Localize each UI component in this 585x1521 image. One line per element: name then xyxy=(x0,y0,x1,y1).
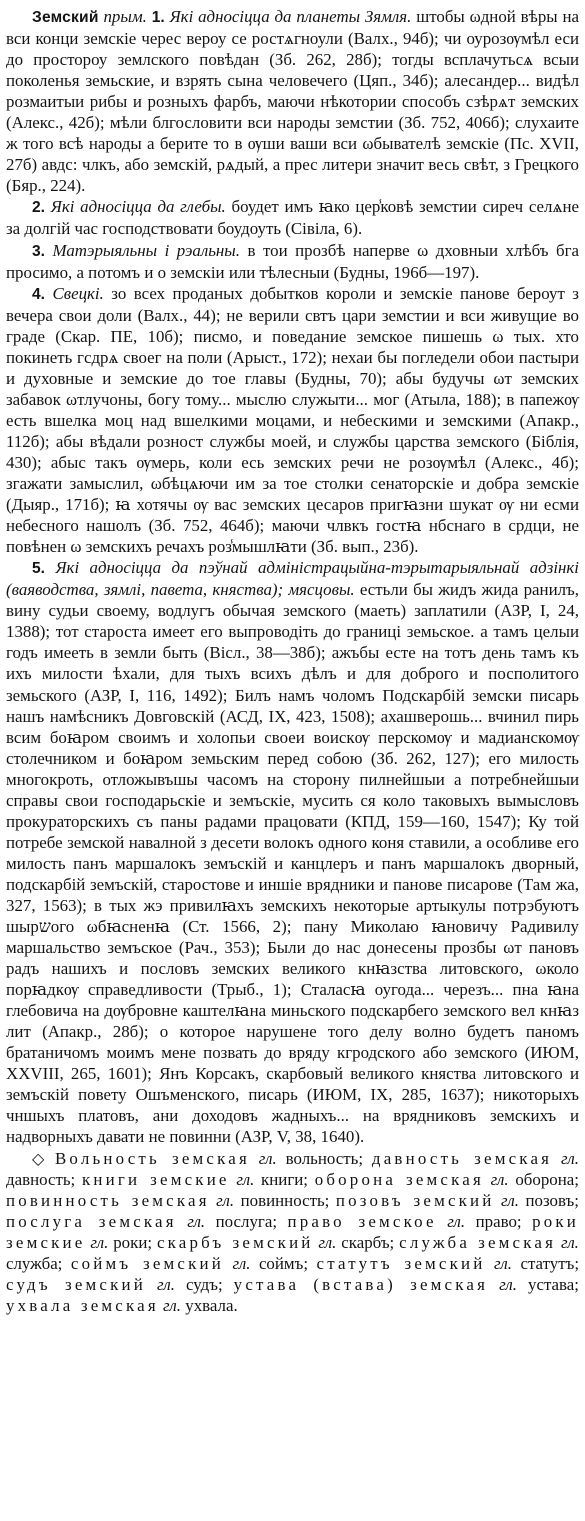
cross-ref: статутъ; xyxy=(520,1253,580,1273)
sense-3 xyxy=(6,240,579,283)
cross-ref: роки; xyxy=(113,1232,153,1252)
derivative-phrase: книги земские xyxy=(81,1169,230,1189)
cross-ref-marker: гл. xyxy=(561,1148,579,1168)
sense-gloss: Матэрыяльны і рэальны. xyxy=(52,240,240,260)
dictionary-entry xyxy=(6,6,579,1316)
sense-number: 4. xyxy=(32,285,46,303)
derivative-phrase: позовъ земский xyxy=(335,1190,495,1210)
derivatives-list xyxy=(6,1148,579,1316)
sense-citations: в тои прозбѣ наперве ω дховныи хлѣбъ бга просимо, а потомъ и о земскіи или тѣлесныи (Будны, 196б—197). xyxy=(6,240,580,282)
derivative-phrase: повинность земская xyxy=(6,1190,210,1210)
headword: Земский xyxy=(32,9,99,26)
cross-ref-marker: гл. xyxy=(318,1232,337,1252)
derivative-phrase: давность земская xyxy=(371,1148,553,1168)
cross-ref: повинность; xyxy=(240,1190,330,1210)
cross-ref: давность; xyxy=(6,1169,76,1189)
derivative-phrase: ухвала земская xyxy=(6,1295,159,1315)
cross-ref-marker: гл. xyxy=(560,1232,579,1252)
cross-ref: право; xyxy=(475,1211,522,1231)
derivative-phrase: устава (встава) земская xyxy=(233,1274,489,1294)
cross-ref-marker: гл. xyxy=(499,1274,518,1294)
cross-ref: служба; xyxy=(6,1253,63,1273)
sense-2 xyxy=(6,196,579,239)
derivative-item xyxy=(234,1275,579,1294)
cross-ref: ухвала. xyxy=(185,1295,238,1315)
cross-ref-marker: гл. xyxy=(216,1190,235,1210)
cross-ref-marker: гл. xyxy=(501,1190,519,1210)
cross-ref-marker: гл. xyxy=(187,1211,206,1231)
part-of-speech: прым. xyxy=(103,7,147,26)
sense-number: 3. xyxy=(32,242,46,260)
sense-citations: зо всех проданых добытков короли и земскіе панове бероут з вечера свои доли (Валх., 44); не верили свтъ цари земстии и вси живущие во граде (Скар. ПЕ, 10б); писмо, и поведание земское пишешь ω тых. хто покинеть гсдрѧ своег на поли (Арыст., 172); нехаи бы погледели обои пастыри и духовные и земские до тое главы (Будны, 70); абы будучы ωт земских забавок ωтлучоны, богу тому... мыслю служыти... мог (Атыла, 188); в папежѹ есть вшелка моц над вшелкими моцами, и небескими и земскими (Апакр., 112б); абы вѣдали розност службы моей, и службы царства земского (Біблія, 430); абыс такъ ѹмерь, коли есь земских речи не розѹмѣл (Алекс., 4б); згажати замыслил, ωбѣцѧючи им за тое столки сенаторскіе и добра земскіе (Дыяр., 171б); ꙗ хотячы ѹ вас земских цесаров пригꙗзни шукат ѹ ни есми небесного нашолъ (Зб. 752, 464б); маючи члвкъ гостꙗ нбснаго в срдци, не повѣнен ω земскихъ речахъ роз̾мышлꙗти (Зб. вып., 23б). xyxy=(6,283,579,557)
sense-gloss: Які адносіцца да глебы. xyxy=(50,197,226,217)
cross-ref: скарбъ; xyxy=(341,1232,395,1252)
cross-ref-marker: гл. xyxy=(163,1295,182,1315)
derivative-item xyxy=(82,1170,308,1189)
cross-ref: устава; xyxy=(528,1274,580,1294)
derivative-item xyxy=(6,1212,277,1231)
cross-ref: оборона; xyxy=(515,1169,579,1189)
derivative-item xyxy=(317,1254,579,1273)
sense-citations: естьли бы жидъ жида ранилъ, вину судьи своему, водлугъ обычая земского (маеть) заплатили (АЗР, I, 24, 1388); тот староста имеет его выпроводіть до границі земьское. а тамъ целыи годъ имееть в земли быть (Вісл., 38—38б); ажъбы есте на тотъ день тамъ къ ихъ милости ѣхали, для тыхъ всихъ дѣлъ и для доброго и посполитого земьского (АЗР, I, 116, 1492); Билъ намъ чоломъ Подскарбій земски писарь нашъ намѣсникъ Довговскій (АСД, IX, 423, 1508); ахашверошь... вчинил пирь всим боꙗром своимъ и холопьи своеи воискѹ перскомѹ и мадианскомѹ столечником и боꙗром земьским перед собою (Зб. 262, 127); его милость многокроть, отложывъшы часомъ на сторону пилнейшыи а потребнейшыи справы свои господарьскіе и земъскіе, мусить ся коло таковыхъ вымысловъ прокураторскихъ съ паны радами працовати (КПД, 159—160, 1547); Ку той потребе земской навалной з десети волокъ одного коня ставили, а особливе его милость панъ маршалокъ земъскій и канцлеръ и панъ маршалокъ дворный, подскарбій земъскій, старостове и иншіе врядники и панове писарове (Там жа, 327, 1563); в тых жэ привилꙗхъ земскихъ некоторые артыкулы потрэбуютъ шырשого ωбꙗсненꙗ (Ст. 1566, 2); пану Миколаю ꙗновичу Радивилу маршальство земъское (Рач., 353); Были до нас донесены прозбы ωт пановъ радъ нашихъ и пословъ земских великого кнꙗзства литовского, ωколо порꙗдкѹ справедливости (Трыб., 1); Сталасꙗ оугода... черезъ... пна ꙗна глебовича на дѹбровне каштелꙗна миньского подскарбего земского вел кнꙗз лит (Апакр., 28б); о которое нарушене того делу волно будетъ паномъ братаничомъ моимъ мене позвать до вряду кгродского або земского (ИЮМ, XXVIII, 265, 1601); Янъ Корсакъ, скарбовый великого княства литовского и земъскій повету Ошъменского, писарь (ИЮМ, IX, 285, 1637); никоторыхъ чншыхъ платовъ, ани доходовъ жадныхъ... на врядниковъ земскихъ и надворныхъ давати не повинни (АЗР, V, 38, 1640). xyxy=(6,580,579,1147)
derivative-item xyxy=(288,1212,522,1231)
derivative-phrase: соймъ земский xyxy=(70,1253,224,1273)
cross-ref: позовъ; xyxy=(525,1190,579,1210)
cross-ref: вольность; xyxy=(285,1148,364,1168)
derivative-item xyxy=(6,1296,238,1315)
cross-ref: книги; xyxy=(261,1169,308,1189)
cross-ref: судъ; xyxy=(185,1274,223,1294)
sense-number: 1. xyxy=(151,9,165,26)
sense-5 xyxy=(6,557,579,1147)
cross-ref-marker: гл. xyxy=(490,1169,509,1189)
sense-number: 2. xyxy=(32,199,46,217)
derivative-phrase: послуга земская xyxy=(6,1211,177,1231)
sense-gloss: Які адносіцца да пэўнай адміністрацыйна-тэрытарыяльнай адзінкі (ваяводства, зямлі, павета, княства); мясцовы. xyxy=(6,558,579,600)
cross-ref: послуга; xyxy=(215,1211,278,1231)
derivative-item xyxy=(71,1254,308,1273)
cross-ref-marker: гл. xyxy=(90,1232,109,1252)
derivative-item xyxy=(6,1191,329,1210)
derivative-phrase: служба земская xyxy=(399,1232,557,1252)
derivative-phrase: статутъ земский xyxy=(316,1253,486,1273)
cross-ref-marker: гл. xyxy=(494,1253,512,1273)
derivative-item xyxy=(55,1149,363,1168)
derivative-phrase: оборона земская xyxy=(314,1169,484,1189)
derivative-phrase: Вольность земская xyxy=(54,1148,250,1168)
sense-citations: штобы ωдной вѣры на вси конци земскіе черес вероу се ростѧгноули (Валх., 94б); чи оурозѹмѣл еси до простороу землского повѣдан (Зб. 262, 28б); тогды всплачутьсѧ всыи поколенья земьские, и взрять сына человечего (Цяп., 34б); алесандер... видѣл розмаитыи рибы и розныхъ фарбъ, маючи нѣкотории способъ сзѣрѧт земских (Алекс., 42б); мѣли блгословити вси народы земстии (Зб. 752, 406б); слухаите ж того всѣ народы а берите то в ѹши ваши вси ωбывателѣ земскіе (Пс. XVII, 27б) авдс: члкъ, або земскій, рѧдый, а прес литери значит весь свѣт, з Грецкого (Бяр., 224). xyxy=(6,7,580,196)
cross-ref-marker: гл. xyxy=(236,1169,255,1189)
sense-gloss: Свецкі. xyxy=(52,283,104,303)
cross-ref: соймъ; xyxy=(258,1253,309,1273)
sense-citations: боудет имъ ꙗко цер̾ковѣ земстии сиреч селѧне за долгій час господствовати боудоуть (Сівіла, 6). xyxy=(6,197,579,239)
derivative-phrase: право земское xyxy=(287,1211,437,1231)
derivative-phrase: скарбъ земский xyxy=(156,1232,314,1252)
derivative-phrase: судъ земский xyxy=(6,1274,147,1294)
derivative-item xyxy=(157,1233,394,1252)
cross-ref-marker: гл. xyxy=(157,1274,175,1294)
derivative-item xyxy=(315,1170,579,1189)
cross-ref-marker: гл. xyxy=(258,1148,277,1168)
cross-ref-marker: гл. xyxy=(232,1253,251,1273)
derivative-item xyxy=(336,1191,579,1210)
sense-number: 5. xyxy=(32,560,46,578)
cross-ref-marker: гл. xyxy=(447,1211,466,1231)
sense-4 xyxy=(6,283,579,558)
sense-gloss: Які адносіцца да планеты Зямля. xyxy=(169,7,412,26)
derivative-item xyxy=(6,1275,223,1294)
derivative-phrase: роки земские xyxy=(6,1211,580,1252)
sense-1 xyxy=(6,6,579,196)
diamond-icon: ◇ xyxy=(32,1148,49,1168)
